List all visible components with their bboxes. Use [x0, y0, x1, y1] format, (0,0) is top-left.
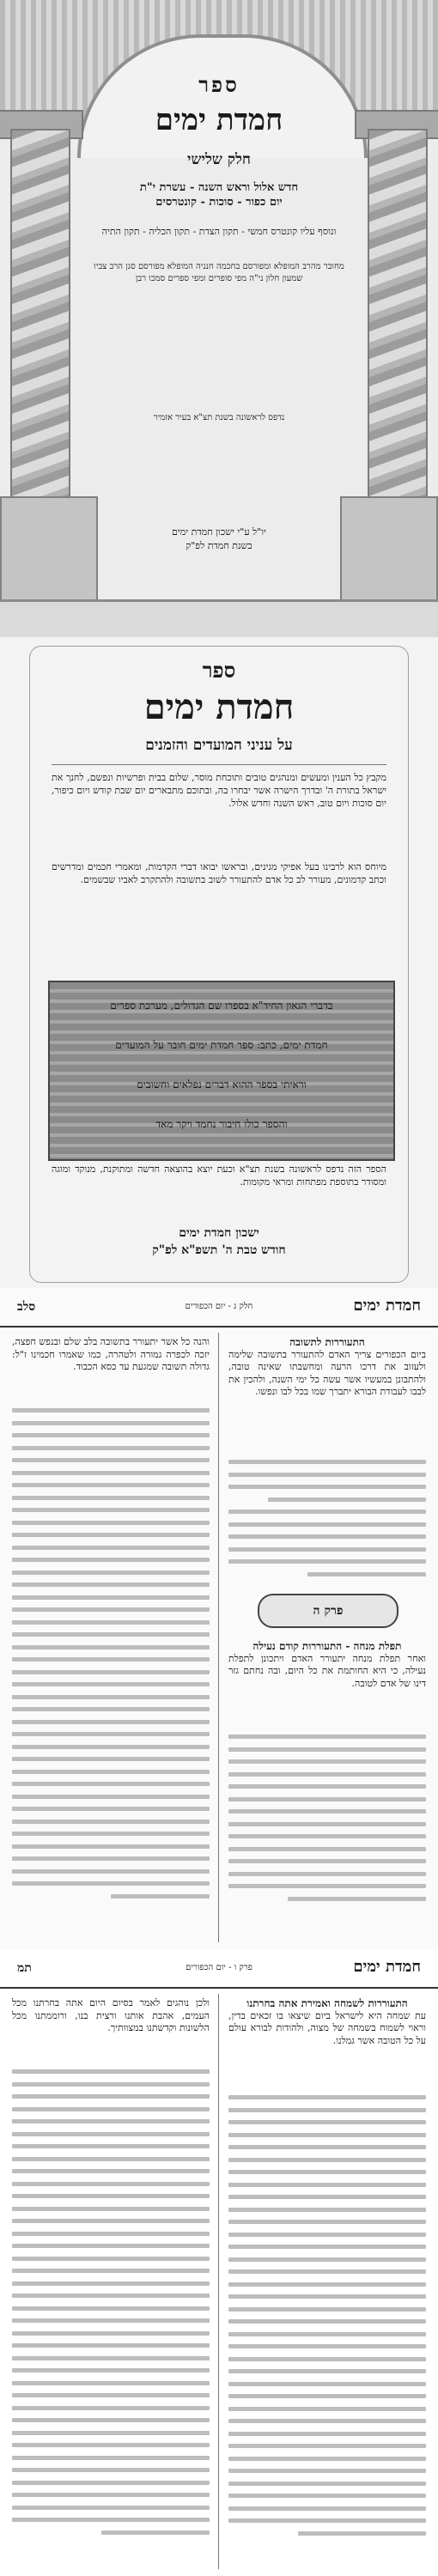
cover-volume: חלק שלישי [187, 151, 251, 168]
cover-print-info: נדפס לראשונה בשנת תצ"א בעיר אזמיר [153, 413, 285, 422]
title-page-paragraph-3: הספר הזה נדפס לראשונה בשנת תצ"א וכעת יוצא בהוצאה חדשה ומתוקנת, מנוקד ומוגה ומסודר בתוספת מפתחות ומראי מקומות. [52, 1163, 386, 1188]
left-column-text-lines [12, 1408, 210, 1906]
pillar-base-right [340, 496, 438, 603]
right-column [228, 1336, 426, 1399]
cover-subtitle-line-1: חדש אלול וראש השנה - עשרת י"ת [139, 181, 299, 194]
title-page-divider [52, 764, 386, 765]
chapter-ornament [258, 1594, 398, 1628]
column-divider [218, 1333, 219, 1942]
title-page-sefer-label: ספר [202, 658, 236, 683]
cover-sefer-label: ספר [198, 72, 240, 97]
pillar-right [368, 129, 428, 501]
quote-line: וראיתי בספר ההוא דברים נפלאים וחשובים [137, 1078, 307, 1091]
section-title: התעוררות לתשובה [289, 1336, 365, 1348]
running-head: חלק ג - יום הכפורים [185, 1302, 253, 1311]
cover-page [0, 0, 438, 637]
right-column-text: עת שמחה היא לישראל ביום שיצאו בו זכאים בדין, וראוי לשמוח בשמחה של מצוה, ולהודות לבורא עולם על כל הטובה אשר גמלנו. [228, 2009, 426, 2046]
title-page-title: חמדת ימים [143, 687, 295, 727]
book-page-1 [0, 1288, 438, 1949]
cover-publisher [90, 526, 348, 553]
left-column-text: ולכן נוהגים לאמר בסיום היום אתה בחרתנו מכל העמים, אהבת אותנו ורצית בנו, ורוממתנו מכל הלשונות וקדשתנו במצוותיך. [12, 1997, 210, 2033]
book-title-head: חמדת ימים [353, 1297, 421, 1315]
section-title-2: תפלת מנחה - התעוררות קודם נעילה [252, 1640, 402, 1652]
title-page-date: חודש טבת ה' תשפ"א לפ"ק [152, 1243, 286, 1257]
left-column [12, 1997, 210, 2035]
right-column-text-lines [228, 1460, 426, 1584]
right-column-text: ביום הכפורים צריך האדם להתעורר בתשובה שלימה ולעזוב את דרכו הרעה ומחשבתו שאינה טובה, ולהתבונן במעשיו אשר עשה כל ימי השנה, ולהכין את לבבו לעבודת הבורא יתברך שמו בכל לבו ונפשו. [228, 1348, 426, 1397]
pillar-base-left [0, 496, 98, 603]
quote-line: בדברי הגאון החיד"א בספרו שם הגדולים, מערכת ספרים [110, 999, 333, 1012]
cover-publisher-line-1: יו"ל ע"י ישכון חמדת ימים [172, 526, 266, 538]
right-column-lower-lines [228, 1735, 426, 1909]
title-page-paragraph-2: מיוחס הוא לרבינו בעל אפיקי מגינים, ובראשו יבואו דברי הקדמות, ומאמרי חכמים ומדרשים וכתב קדמונים, מעורר לב כל אדם להתעורר לשוב בתשובה ולהתקרב לאביו שבשמים. [52, 861, 386, 885]
title-page-publisher-name: ישכון חמדת ימים [179, 1226, 259, 1240]
page-number: סלב [17, 1300, 36, 1314]
title-page-paragraph-1: מקבץ כל הענין ומעשים ומנהגים טובים ותוכחת מוסר, שלום בבית ופרשיות ונפשם, לחנך את ישראל בתורת ה' ובדרך הישרה אשר יבחרו בה, ובתוכם מתבארים יום שבת קודש ויום כיפור, יום סוכות ויום טוב, ראש השנה וחדש אלול. [52, 772, 386, 809]
pillar-left [10, 129, 70, 501]
cover-subtitle [90, 180, 348, 210]
column-divider [218, 1994, 219, 2569]
running-head: פרק ו - יום הכפורים [186, 1963, 252, 1972]
right-column-lower [228, 1640, 426, 1690]
cover-subtitle-line-2: יום כפור - סוכות - קונטרסים [155, 196, 283, 209]
section-title: התעוררות לשמחה ואמירת אתה בחרתנו [246, 1997, 408, 2009]
title-page-quote-box [48, 981, 395, 1161]
page-number: תמ [17, 1961, 32, 1975]
book-title-head: חמדת ימים [353, 1958, 421, 1976]
quote-line: חמדת ימים, כתב: ספר חמדת ימים חובר על המועדים [115, 1039, 328, 1051]
cover-floor [0, 599, 438, 637]
cover-subtitle-line-3: ונוסף עליו קונטרס חמשי - תקון הצדת - תקון הכליה - תקון התיה [101, 226, 337, 237]
left-column-text: והנה כל אשר יתעורר בתשובה בלב שלם ובנפש חפצה, יזכה לכפרה גמורה ולטהרה, כמו שאמרו חכמינו ז"ל: גדולה תשובה שמגעת עד כסא הכבוד. [12, 1336, 210, 1372]
left-column [12, 1336, 210, 1374]
cover-title: חמדת ימים [155, 103, 283, 137]
title-page-publisher [52, 1224, 386, 1259]
cover-credits: מחובר מהרב המופלא ומפורסם בחכמה חנניה המופלא מפורסם סגן הרב צביו שמעון חלון ני"ה מפי סופרים ומפי ספרים סמכו רבן [94, 262, 344, 283]
page-header [0, 1288, 438, 1327]
right-column-lower-text: ואחר תפלת מנחה יתעורר האדם ויתכונן לתפלת נעילה, כי היא החותמת את כל היום, ובה נחתם גזר דינו של אדם לטובה. [228, 1652, 426, 1689]
quote-line: והספר כולו חיבור נחמד ויקר מאד [155, 1118, 288, 1130]
title-page-subtitle: על עניני המועדים והזמנים [145, 737, 293, 754]
cover-publisher-line-2: בשנת חמדת לפ"ק [186, 540, 252, 551]
title-page [0, 637, 438, 1288]
chapter-label: פרק ה [313, 1604, 344, 1618]
left-column-text-lines [12, 2069, 210, 2543]
book-page-2 [0, 1949, 438, 2576]
right-column-text-lines [228, 2095, 426, 2543]
page-header [0, 1949, 438, 1989]
right-column [228, 1997, 426, 2047]
